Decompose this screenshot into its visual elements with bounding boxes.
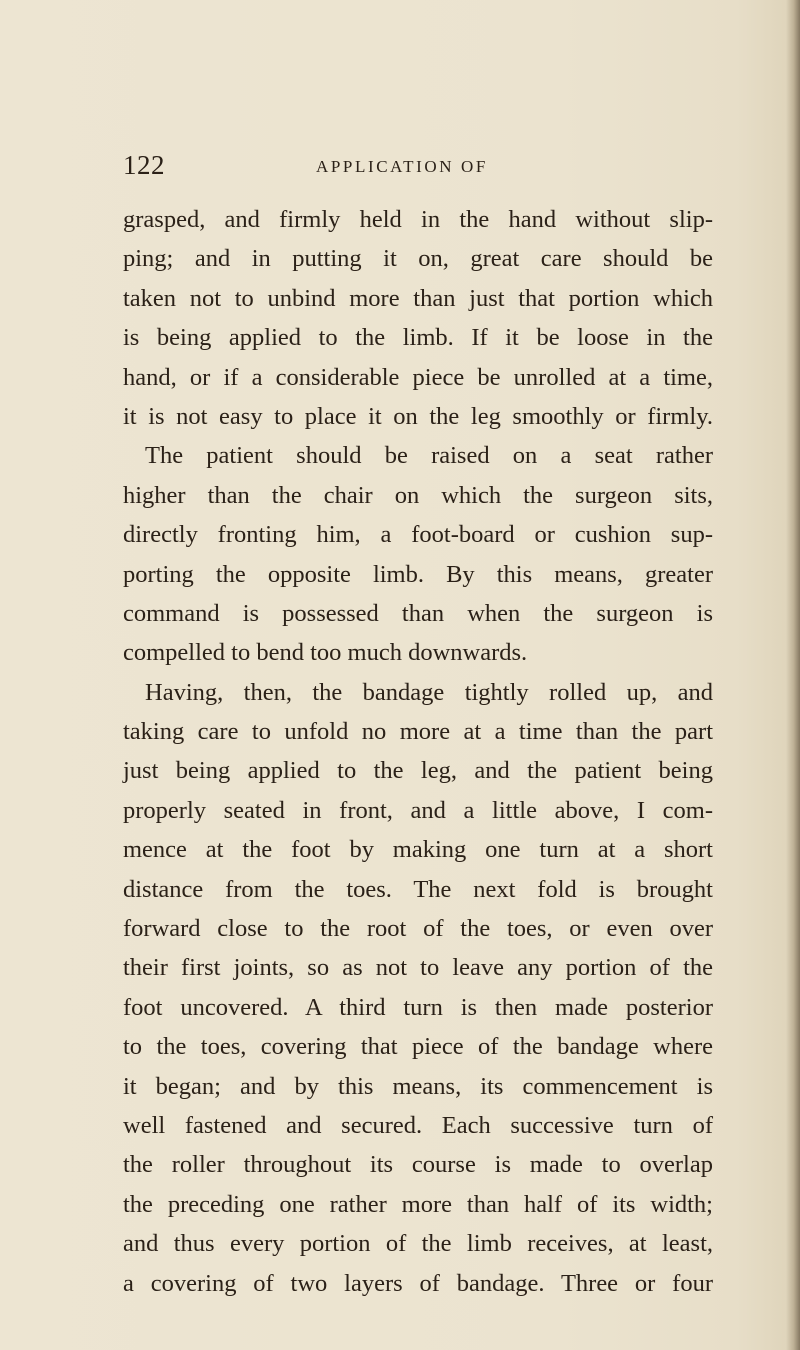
text-line: it is not easy to place it on the leg smoothly or firmly. (123, 402, 713, 430)
text-line: the preceding one rather more than half of its width; (123, 1190, 713, 1218)
text-line: forward close to the root of the toes, or even over (123, 915, 713, 943)
page-number: 122 (123, 150, 165, 180)
text-line: just being applied to the leg, and the patient being (123, 757, 713, 785)
text-line: distance from the toes. The next fold is brought (123, 875, 713, 903)
text-line: compelled to bend too much downwards. (123, 639, 528, 667)
text-line: is being applied to the limb. If it be loose in the (123, 324, 713, 352)
text-line: foot uncovered. A third turn is then made posterior (123, 993, 713, 1021)
text-line: a covering of two layers of bandage. Three or four (123, 1269, 713, 1297)
text-line: taking care to unfold no more at a time than the part (123, 718, 713, 746)
text-line: grasped, and firmly held in the hand without slip- (123, 206, 713, 233)
page-binding-edge (786, 0, 800, 1350)
text-line: porting the opposite limb. By this means, greater (123, 560, 713, 588)
text-line: the roller throughout its course is made to overlap (123, 1151, 713, 1179)
body-text (123, 200, 713, 1303)
running-head-title: APPLICATION OF (316, 157, 488, 176)
text-line: their first joints, so as not to leave any portion of the (123, 954, 713, 982)
text-line: higher than the chair on which the surgeon sits, (123, 481, 713, 509)
text-line: it began; and by this means, its commencement is (123, 1072, 713, 1100)
running-head (123, 150, 683, 190)
text-line: properly seated in front, and a little above, I com- (123, 796, 713, 824)
text-line: well fastened and secured. Each successive turn of (123, 1111, 713, 1139)
text-line: mence at the foot by making one turn at a short (123, 836, 713, 864)
text-line: directly fronting him, a foot-board or cushion sup- (123, 521, 713, 549)
text-line: hand, or if a considerable piece be unrolled at a time, (123, 363, 713, 391)
text-line: and thus every portion of the limb receives, at least, (123, 1230, 713, 1258)
text-line: Having, then, the bandage tightly rolled up, and (145, 678, 713, 706)
text-line: to the toes, covering that piece of the bandage where (123, 1033, 713, 1061)
text-line: command is possessed than when the surgeon is (123, 599, 713, 627)
text-line: ping; and in putting it on, great care should be (123, 245, 713, 273)
text-line: taken not to unbind more than just that portion which (123, 284, 713, 312)
text-line: The patient should be raised on a seat rather (145, 442, 713, 470)
